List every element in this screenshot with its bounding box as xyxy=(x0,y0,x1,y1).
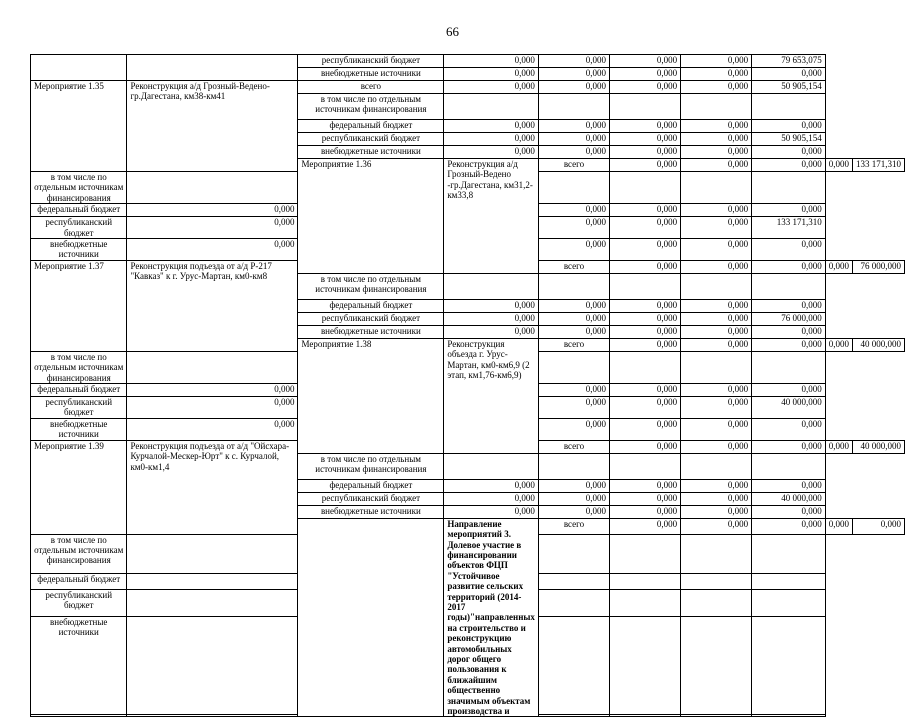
value-cell: 0,000 xyxy=(444,81,539,94)
value-cell: 0,000 xyxy=(825,440,852,453)
value-cell: 0,000 xyxy=(752,146,826,159)
value-cell: 40 000,000 xyxy=(853,338,905,351)
value-cell: 0,000 xyxy=(610,299,681,312)
value-cell xyxy=(538,574,609,590)
source-cell: республиканский бюджет xyxy=(31,590,127,617)
value-cell xyxy=(538,351,609,383)
measure-name-cell: Реконструкция объезда г. Урус-Мартан, км0-км6,9 (2 этап, км1,76-км6,9) xyxy=(444,338,539,453)
value-cell: 0,000 xyxy=(752,518,826,534)
value-cell: 0,000 xyxy=(681,68,752,81)
source-cell: внебюджетные источники xyxy=(298,146,444,159)
value-cell: 0,000 xyxy=(610,146,681,159)
value-cell: 0,000 xyxy=(610,518,681,534)
value-cell: 0,000 xyxy=(127,204,298,217)
value-cell xyxy=(752,172,826,204)
value-cell: 0,000 xyxy=(681,479,752,492)
value-cell: 0,000 xyxy=(127,384,298,397)
value-cell xyxy=(538,534,609,574)
measure-code-cell xyxy=(298,518,444,717)
value-cell: 0,000 xyxy=(752,505,826,518)
value-cell xyxy=(681,590,752,617)
value-cell: 0,000 xyxy=(610,68,681,81)
value-cell: 0,000 xyxy=(444,492,539,505)
value-cell: 0,000 xyxy=(681,146,752,159)
source-cell: всего xyxy=(538,440,609,453)
value-cell xyxy=(752,534,826,574)
source-cell: всего xyxy=(538,518,609,534)
value-cell: 0,000 xyxy=(610,239,681,261)
value-cell: 0,000 xyxy=(610,55,681,68)
value-cell: 0,000 xyxy=(538,312,609,325)
value-cell: 0,000 xyxy=(538,217,609,239)
value-cell: 0,000 xyxy=(444,146,539,159)
value-cell: 0,000 xyxy=(444,299,539,312)
value-cell: 0,000 xyxy=(610,418,681,440)
value-cell: 0,000 xyxy=(681,325,752,338)
value-cell: 0,000 xyxy=(681,133,752,146)
value-cell: 0,000 xyxy=(752,159,826,172)
source-cell: внебюджетные источники xyxy=(298,68,444,81)
value-cell: 0,000 xyxy=(538,120,609,133)
measure-code-cell: Мероприятие 1.37 xyxy=(31,260,127,351)
value-cell: 0,000 xyxy=(444,325,539,338)
value-cell: 0,000 xyxy=(538,299,609,312)
value-cell: 0,000 xyxy=(752,68,826,81)
value-cell: 0,000 xyxy=(538,492,609,505)
value-cell: 0,000 xyxy=(538,418,609,440)
value-cell: 0,000 xyxy=(538,81,609,94)
value-cell: 79 653,075 xyxy=(752,55,826,68)
source-cell: республиканский бюджет xyxy=(298,133,444,146)
value-cell xyxy=(610,453,681,479)
source-cell: в том числе по отдельным источникам финансирования xyxy=(298,453,444,479)
measure-name-cell: Реконструкция подъезда от а/д "Ойсхара-Курчалой-Мескер-Юрт" к с. Курчалой, км0-км1,4 xyxy=(127,440,298,534)
source-cell: федеральный бюджет xyxy=(31,384,127,397)
source-cell: республиканский бюджет xyxy=(31,217,127,239)
value-cell: 0,000 xyxy=(681,384,752,397)
measure-name-cell: Реконструкция подъезда от а/д Р-217 "Кавказ" к г. Урус-Мартан, км0-км8 xyxy=(127,260,298,351)
value-cell xyxy=(681,273,752,299)
value-cell xyxy=(538,273,609,299)
value-cell: 0,000 xyxy=(538,325,609,338)
value-cell xyxy=(681,94,752,120)
value-cell xyxy=(444,453,539,479)
source-cell: федеральный бюджет xyxy=(31,204,127,217)
value-cell: 0,000 xyxy=(610,260,681,273)
value-cell: 0,000 xyxy=(538,505,609,518)
value-cell: 0,000 xyxy=(610,505,681,518)
value-cell xyxy=(127,590,298,617)
value-cell: 0,000 xyxy=(681,418,752,440)
value-cell: 50 905,154 xyxy=(752,81,826,94)
value-cell xyxy=(610,590,681,617)
source-cell: федеральный бюджет xyxy=(298,299,444,312)
source-cell: внебюджетные источники xyxy=(298,325,444,338)
value-cell xyxy=(752,351,826,383)
value-cell: 0,000 xyxy=(681,505,752,518)
value-cell: 0,000 xyxy=(681,312,752,325)
measure-code-cell: Мероприятие 1.35 xyxy=(31,81,127,172)
source-cell: внебюджетные источники xyxy=(31,239,127,261)
value-cell: 0,000 xyxy=(825,338,852,351)
value-cell: 40 000,000 xyxy=(752,397,826,419)
value-cell: 0,000 xyxy=(610,338,681,351)
measure-name-cell: Реконструкция а/д Грозный-Ведено -гр.Дагестана, км31,2-км33,8 xyxy=(444,159,539,274)
value-cell xyxy=(752,453,826,479)
value-cell: 0,000 xyxy=(825,518,852,534)
value-cell: 133 171,310 xyxy=(752,217,826,239)
value-cell: 0,000 xyxy=(127,418,298,440)
value-cell xyxy=(444,273,539,299)
value-cell xyxy=(127,172,298,204)
value-cell: 0,000 xyxy=(752,325,826,338)
source-cell: в том числе по отдельным источникам финансирования xyxy=(31,351,127,383)
value-cell: 0,000 xyxy=(681,120,752,133)
value-cell: 0,000 xyxy=(444,68,539,81)
value-cell: 0,000 xyxy=(538,397,609,419)
value-cell xyxy=(127,574,298,590)
value-cell xyxy=(127,616,298,714)
value-cell xyxy=(127,534,298,574)
value-cell xyxy=(444,94,539,120)
value-cell: 0,000 xyxy=(610,325,681,338)
value-cell: 0,000 xyxy=(681,397,752,419)
direction-name-cell: Направление мероприятий 3. Долевое участие в финансировании объектов ФЦП "Устойчивое развитие сельских территорий (2014-2017 годы)"направленных на строительство и реконструкцию автомобильных дорог общего пользования к ближайшим общественно значимым объектам производства и xyxy=(444,518,539,717)
value-cell: 0,000 xyxy=(681,159,752,172)
value-cell xyxy=(538,453,609,479)
table-row xyxy=(31,55,905,68)
value-cell: 0,000 xyxy=(752,239,826,261)
value-cell: 0,000 xyxy=(610,384,681,397)
source-cell: всего xyxy=(298,81,444,94)
value-cell: 0,000 xyxy=(444,133,539,146)
value-cell: 0,000 xyxy=(610,312,681,325)
value-cell xyxy=(538,616,609,714)
value-cell: 0,000 xyxy=(752,479,826,492)
value-cell: 0,000 xyxy=(681,217,752,239)
source-cell: всего xyxy=(538,159,609,172)
value-cell: 0,000 xyxy=(681,338,752,351)
value-cell: 0,000 xyxy=(752,120,826,133)
value-cell: 0,000 xyxy=(610,81,681,94)
table-row xyxy=(31,81,905,94)
value-cell xyxy=(681,172,752,204)
value-cell xyxy=(538,94,609,120)
value-cell: 0,000 xyxy=(538,68,609,81)
source-cell: федеральный бюджет xyxy=(298,120,444,133)
value-cell xyxy=(610,273,681,299)
value-cell: 0,000 xyxy=(681,299,752,312)
value-cell: 0,000 xyxy=(681,440,752,453)
value-cell xyxy=(610,534,681,574)
measure-code-cell: Мероприятие 1.39 xyxy=(31,440,127,534)
value-cell: 0,000 xyxy=(127,217,298,239)
source-cell: республиканский бюджет xyxy=(31,397,127,419)
value-cell: 0,000 xyxy=(681,55,752,68)
source-cell: в том числе по отдельным источникам финансирования xyxy=(298,94,444,120)
value-cell: 0,000 xyxy=(444,120,539,133)
budget-table xyxy=(30,54,905,717)
value-cell: 0,000 xyxy=(444,55,539,68)
value-cell: 0,000 xyxy=(444,505,539,518)
value-cell: 0,000 xyxy=(610,217,681,239)
measure-code-cell xyxy=(31,55,127,81)
value-cell: 0,000 xyxy=(538,204,609,217)
value-cell xyxy=(752,273,826,299)
value-cell: 0,000 xyxy=(610,159,681,172)
value-cell: 0,000 xyxy=(752,418,826,440)
value-cell: 0,000 xyxy=(610,479,681,492)
source-cell: в том числе по отдельным источникам финансирования xyxy=(298,273,444,299)
value-cell: 0,000 xyxy=(752,384,826,397)
value-cell: 133 171,310 xyxy=(853,159,905,172)
value-cell: 0,000 xyxy=(538,239,609,261)
value-cell: 76 000,000 xyxy=(853,260,905,273)
source-cell: внебюджетные источники xyxy=(298,505,444,518)
value-cell: 0,000 xyxy=(681,518,752,534)
value-cell: 50 905,154 xyxy=(752,133,826,146)
measure-code-cell: Мероприятие 1.36 xyxy=(298,159,444,274)
value-cell xyxy=(681,534,752,574)
value-cell: 0,000 xyxy=(752,260,826,273)
value-cell: 0,000 xyxy=(610,204,681,217)
value-cell xyxy=(752,574,826,590)
source-cell: республиканский бюджет xyxy=(298,55,444,68)
source-cell: республиканский бюджет xyxy=(298,492,444,505)
value-cell: 0,000 xyxy=(610,397,681,419)
value-cell: 0,000 xyxy=(610,120,681,133)
source-cell: федеральный бюджет xyxy=(31,574,127,590)
measure-code-cell: Мероприятие 1.38 xyxy=(298,338,444,453)
value-cell: 0,000 xyxy=(752,338,826,351)
value-cell xyxy=(610,351,681,383)
value-cell xyxy=(538,172,609,204)
value-cell: 0,000 xyxy=(681,81,752,94)
value-cell xyxy=(752,590,826,617)
value-cell: 0,000 xyxy=(538,479,609,492)
value-cell xyxy=(610,616,681,714)
value-cell xyxy=(127,351,298,383)
source-cell: всего xyxy=(538,338,609,351)
value-cell: 40 000,000 xyxy=(853,440,905,453)
value-cell: 0,000 xyxy=(127,239,298,261)
value-cell: 0,000 xyxy=(825,260,852,273)
source-cell: республиканский бюджет xyxy=(298,312,444,325)
value-cell: 0,000 xyxy=(127,397,298,419)
measure-name-cell: Реконструкция а/д Грозный-Ведено-гр.Дагестана, км38-км41 xyxy=(127,81,298,172)
value-cell: 40 000,000 xyxy=(752,492,826,505)
value-cell: 0,000 xyxy=(538,146,609,159)
value-cell xyxy=(538,590,609,617)
value-cell: 0,000 xyxy=(538,133,609,146)
source-cell: в том числе по отдельным источникам финансирования xyxy=(31,172,127,204)
source-cell: внебюджетные источники xyxy=(31,418,127,440)
source-cell: федеральный бюджет xyxy=(298,479,444,492)
value-cell xyxy=(610,574,681,590)
value-cell xyxy=(610,94,681,120)
value-cell: 0,000 xyxy=(681,260,752,273)
value-cell: 76 000,000 xyxy=(752,312,826,325)
page-number: 66 xyxy=(446,24,459,39)
value-cell: 0,000 xyxy=(853,518,905,534)
value-cell xyxy=(681,616,752,714)
value-cell: 0,000 xyxy=(752,440,826,453)
value-cell: 0,000 xyxy=(752,204,826,217)
value-cell xyxy=(681,574,752,590)
value-cell: 0,000 xyxy=(681,239,752,261)
value-cell: 0,000 xyxy=(610,492,681,505)
value-cell: 0,000 xyxy=(752,299,826,312)
value-cell: 0,000 xyxy=(538,55,609,68)
source-cell: в том числе по отдельным источникам финансирования xyxy=(31,534,127,574)
value-cell xyxy=(681,351,752,383)
source-cell: внебюджетные источники xyxy=(31,616,127,714)
value-cell xyxy=(752,94,826,120)
value-cell: 0,000 xyxy=(681,492,752,505)
value-cell xyxy=(610,172,681,204)
value-cell: 0,000 xyxy=(681,204,752,217)
value-cell: 0,000 xyxy=(538,384,609,397)
measure-name-cell xyxy=(127,55,298,81)
value-cell: 0,000 xyxy=(444,479,539,492)
value-cell: 0,000 xyxy=(825,159,852,172)
value-cell: 0,000 xyxy=(610,133,681,146)
value-cell xyxy=(681,453,752,479)
source-cell: всего xyxy=(538,260,609,273)
value-cell xyxy=(752,616,826,714)
value-cell: 0,000 xyxy=(444,312,539,325)
value-cell: 0,000 xyxy=(610,440,681,453)
